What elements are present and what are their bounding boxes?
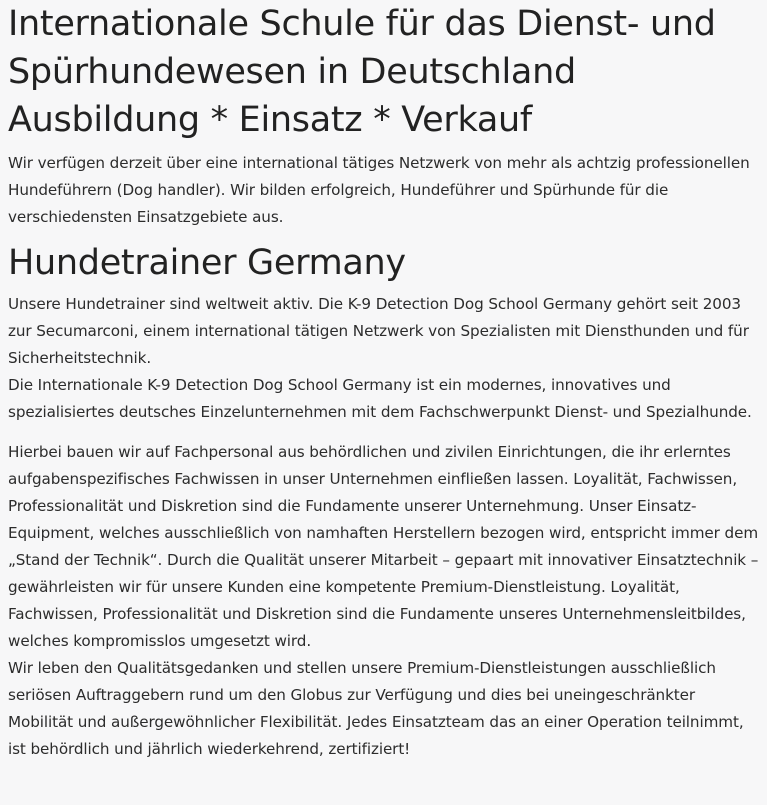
paragraph-company-network: Unsere Hundetrainer sind weltweit aktiv. Die K-9 Detection Dog School Germany gehört seit 2003 zur Secumarconi, einem international tätigen Netzwerk von Spezialisten mit Diensthunden und für Sicherheitstechnik. <box>8 295 749 367</box>
page-title-line-1: Internationale Schule für das Dienst- und <box>8 4 716 44</box>
paragraph-company-profile: Die Internationale K-9 Detection Dog School Germany ist ein modernes, innovatives und spezialisiertes deutsches Einzelunternehmen mit dem Fachschwerpunkt Dienst- und Spezialhunde. <box>8 376 752 421</box>
page-title-line-3: Ausbildung * Einsatz * Verkauf <box>8 100 532 140</box>
paragraph-expertise: Hierbei bauen wir auf Fachpersonal aus behördlichen und zivilen Einrichtungen, die ihr erlerntes aufgabenspezifisches Fachwissen in unser Unternehmen einfließen lassen. Loyalität, Fachwissen, Professionalität und Diskretion sind die Fundamente unserer Unternehmung. Unser Einsatz-Equipment, welches ausschließlich von namhaften Herstellern bezogen wird, entspricht immer dem „Stand der Technik“. Durch die Qualität unserer Mitarbeit – gepaart mit innovativer Einsatztechnik – gewährleisten wir für unsere Kunden eine kompetente Premium-Dienstleistung. Loyalität, Fachwissen, Professionalität und Diskretion sind die Fundamente unseres Unternehmensleitbildes, welches kompromisslos umgesetzt wird. <box>8 443 759 650</box>
section-heading: Hundetrainer Germany <box>8 243 406 283</box>
page-title-line-2: Spürhundewesen in Deutschland <box>8 52 576 92</box>
page-title <box>8 0 761 144</box>
intro-paragraph: Wir verfügen derzeit über eine international tätiges Netzwerk von mehr als achtzig professionellen Hundeführern (Dog handler). Wir bilden erfolgreich, Hundeführer und Spürhunde für die verschiedensten Einsatzgebiete aus. <box>8 154 750 226</box>
paragraph-quality: Wir leben den Qualitätsgedanken und stellen unsere Premium-Dienstleistungen ausschließlich seriösen Auftraggebern rund um den Globus zur Verfügung und dies bei uneingeschränkter Mobilität und außergewöhnlicher Flexibilität. Jedes Einsatzteam das an einer Operation teilnimmt, ist behördlich und jährlich wiederkehrend, zertifiziert! <box>8 659 744 758</box>
